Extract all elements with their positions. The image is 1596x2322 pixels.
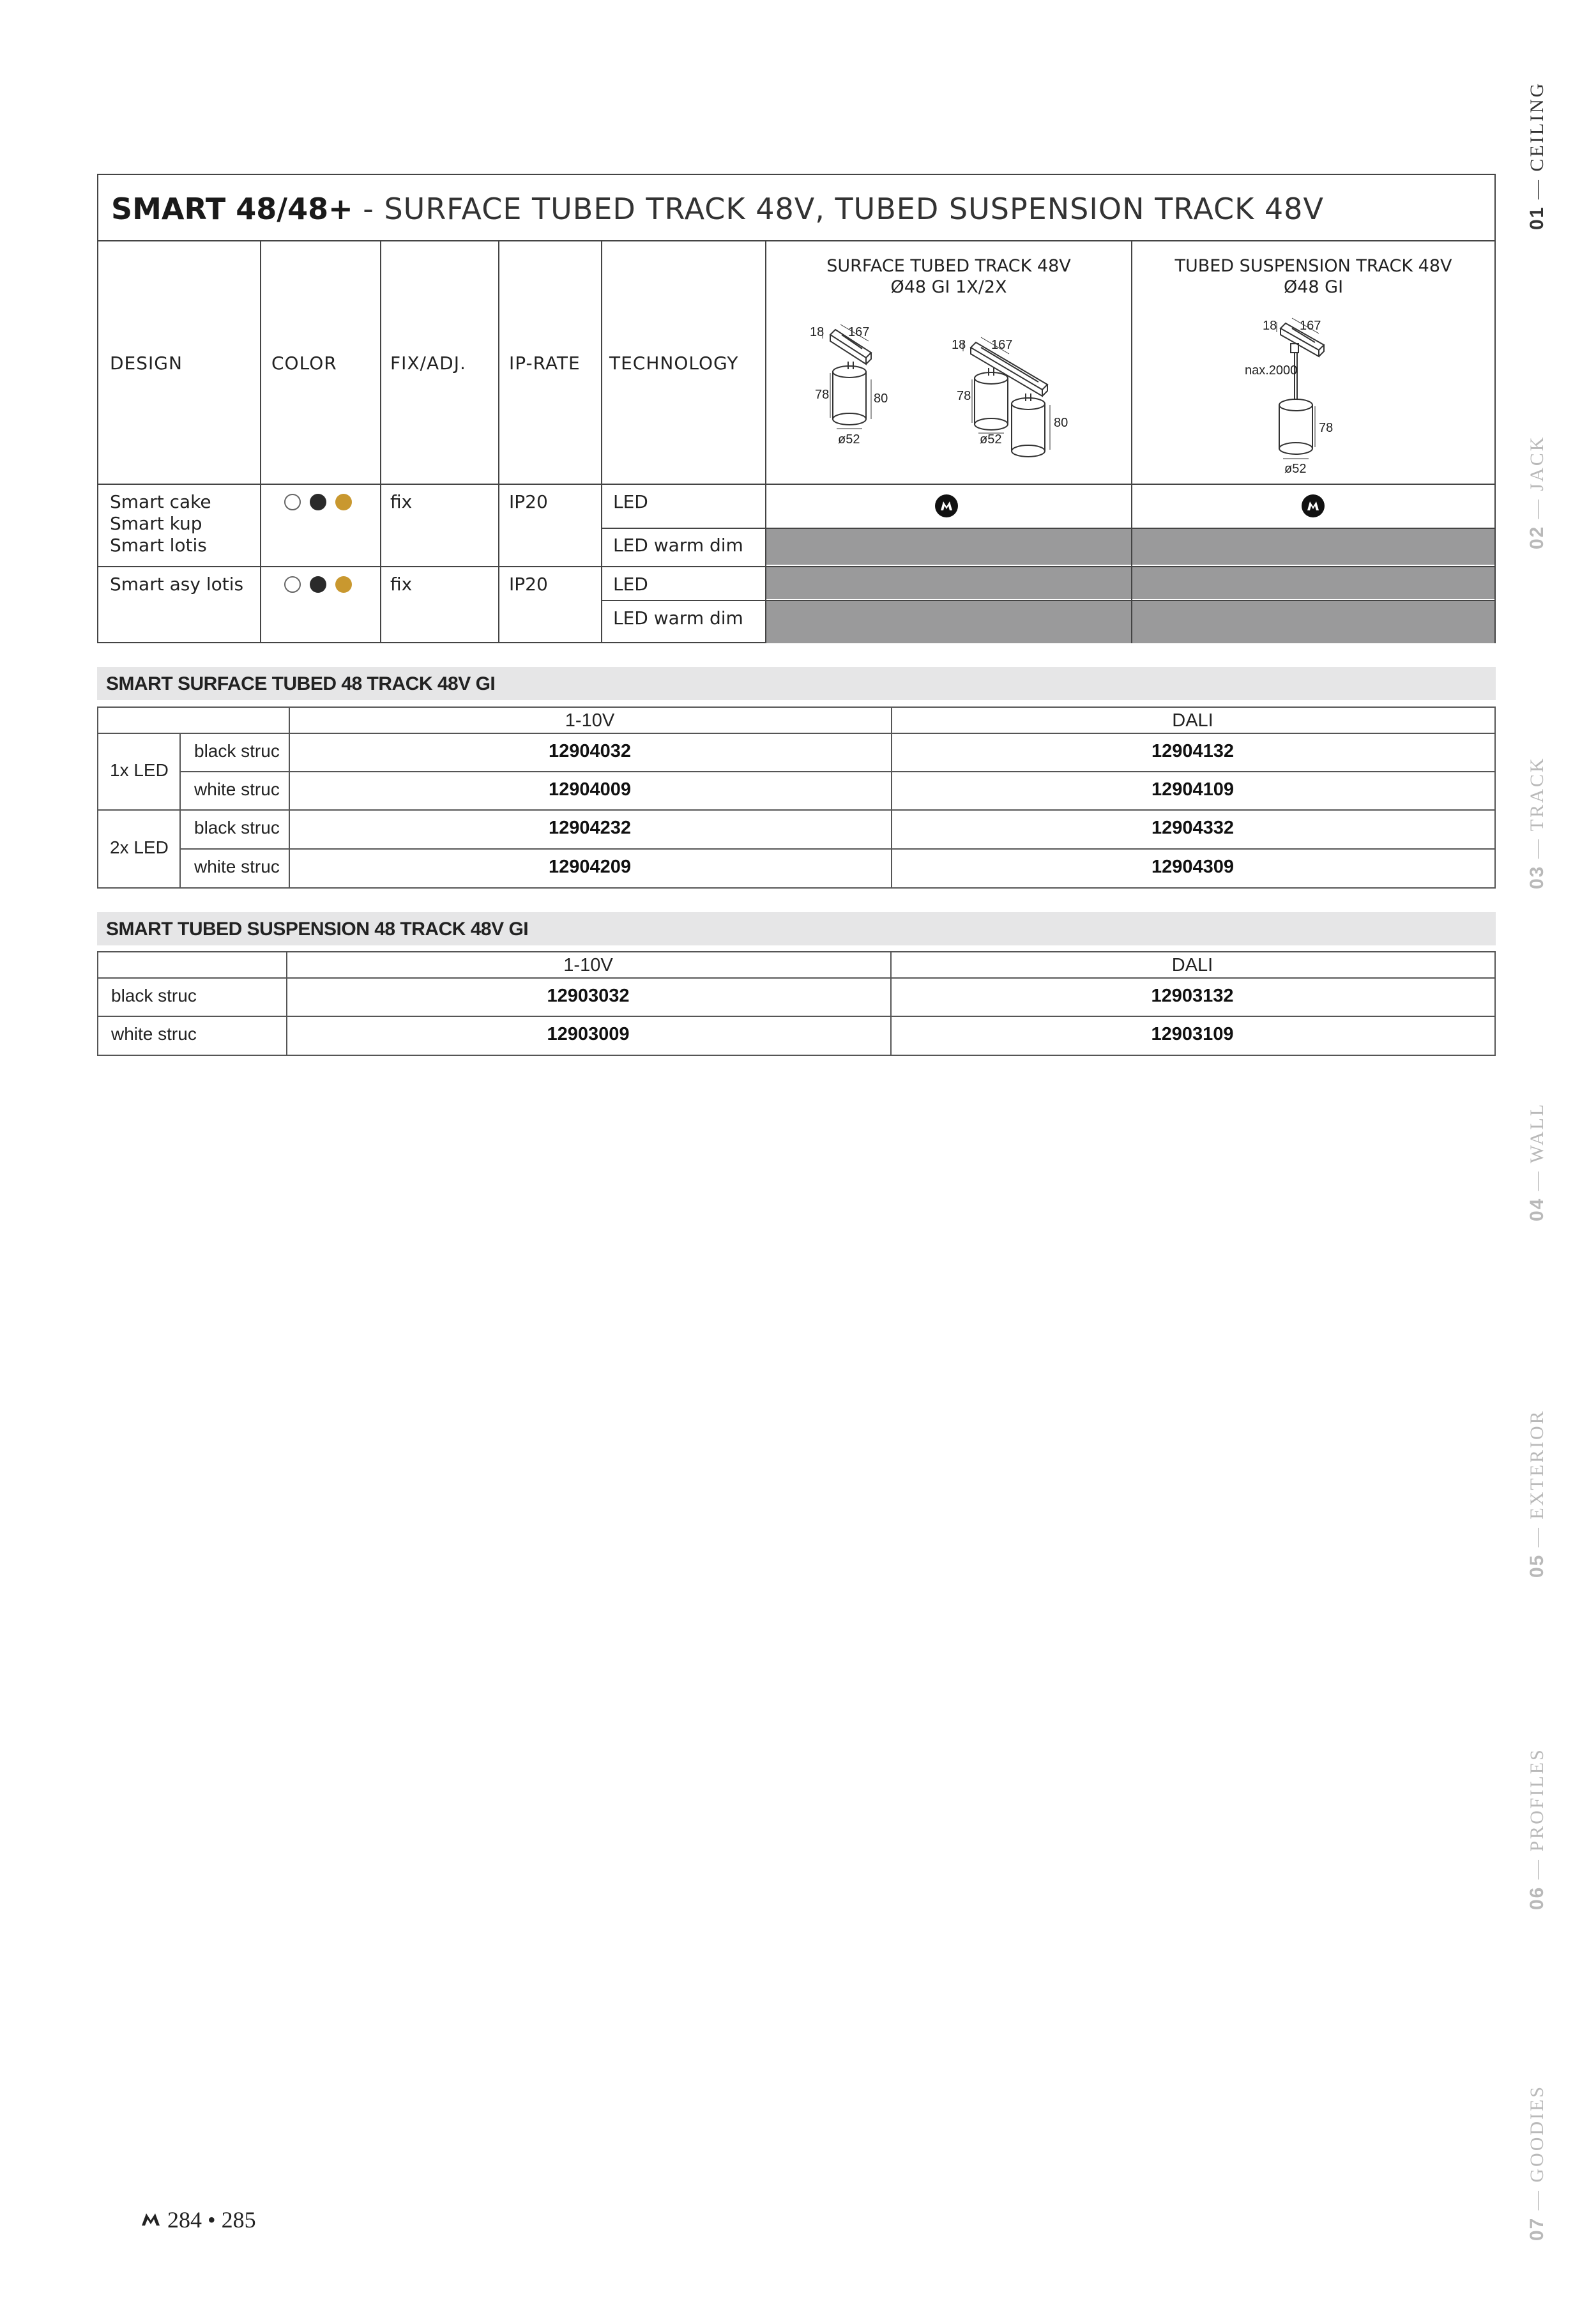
code-12903132: 12903132 xyxy=(1151,986,1234,1006)
code-12904109: 12904109 xyxy=(1151,779,1235,800)
col-suspension-line1: TUBED SUSPENSION TRACK 48V xyxy=(1174,256,1452,276)
d2-52: ø52 xyxy=(980,432,1002,447)
surface-table-title-text: SMART SURFACE TUBED 48 TRACK 48V GI xyxy=(106,673,496,694)
row2-ip: IP20 xyxy=(509,574,548,595)
side-tab-label: — PROFILES xyxy=(1526,1748,1547,1886)
suspension-table-title xyxy=(97,912,1496,945)
brand-logo-icon xyxy=(141,2211,161,2227)
surface-drawings xyxy=(766,316,1130,482)
surface-col-1-10v: 1-10V xyxy=(565,710,615,731)
surface-col-dali: DALI xyxy=(1172,710,1213,731)
color-black-dot xyxy=(310,576,326,593)
side-tab-num: 05 xyxy=(1526,1554,1547,1578)
spec-title-bar xyxy=(98,175,1494,241)
row1-fix: fix xyxy=(390,491,413,512)
d3-78: 78 xyxy=(1319,421,1334,435)
side-tab-label: — WALL xyxy=(1526,1102,1547,1198)
color-gold-dot xyxy=(335,576,352,593)
side-tab-exterior[interactable] xyxy=(1526,1409,1548,1578)
unavailable-cell xyxy=(766,567,1131,599)
d2-78: 78 xyxy=(957,389,971,403)
group-2x-led: 2x LED xyxy=(110,837,169,857)
finish-white: white struc xyxy=(194,779,280,799)
code-12904332: 12904332 xyxy=(1151,818,1235,838)
d3-167: 167 xyxy=(1300,319,1321,333)
col-surface-line2: Ø48 GI 1X/2X xyxy=(890,277,1007,297)
code-12904209: 12904209 xyxy=(548,857,632,877)
suspension-drawing xyxy=(1132,310,1494,483)
color-white-dot xyxy=(284,576,301,593)
finish-white: white struc xyxy=(194,857,280,876)
group-1x-led: 1x LED xyxy=(110,760,169,780)
side-tab-num: 03 xyxy=(1526,865,1547,889)
finish-black: black struc xyxy=(194,741,280,761)
row2-tech-warm-dim: LED warm dim xyxy=(613,607,743,629)
spec-table xyxy=(97,174,1496,643)
side-tab-wall[interactable] xyxy=(1526,1103,1548,1221)
surface-table-title xyxy=(97,667,1496,700)
col-fix: FIX/ADJ. xyxy=(390,353,466,374)
page-numbers: 284 • 285 xyxy=(167,2207,256,2233)
row1-tech-warm-dim: LED warm dim xyxy=(613,535,743,556)
side-tab-label: — TRACK xyxy=(1526,756,1547,866)
d3-2000: nax.2000 xyxy=(1245,363,1298,378)
side-tab-label: — GOODIES xyxy=(1526,2084,1547,2217)
color-white-dot xyxy=(284,494,301,510)
suspension-order-table xyxy=(97,951,1496,1056)
suspension-col-dali: DALI xyxy=(1171,955,1213,975)
side-tab-num: 07 xyxy=(1526,2217,1547,2241)
row1-ip: IP20 xyxy=(509,491,548,512)
suspension-col-1-10v: 1-10V xyxy=(563,955,613,975)
d3-18: 18 xyxy=(1263,319,1277,333)
finish-white: white struc xyxy=(111,1024,197,1044)
row2-fix: fix xyxy=(390,574,413,595)
col-technology: TECHNOLOGY xyxy=(609,353,739,374)
code-12904032: 12904032 xyxy=(548,741,632,761)
side-tab-profiles[interactable] xyxy=(1526,1748,1548,1910)
row1-tech-led: LED xyxy=(613,491,648,512)
title-bold: SMART 48/48+ xyxy=(111,192,353,226)
available-icon xyxy=(935,494,958,517)
row2-design: Smart asy lotis xyxy=(110,574,244,595)
side-tab-num: 04 xyxy=(1526,1197,1547,1221)
color-black-dot xyxy=(310,494,326,510)
design-smart-kup: Smart kup xyxy=(110,513,202,534)
unavailable-cell xyxy=(1132,529,1494,565)
col-surface xyxy=(766,256,1131,298)
d1-78: 78 xyxy=(815,388,830,402)
col-surface-line1: SURFACE TUBED TRACK 48V xyxy=(826,256,1071,276)
col-design: DESIGN xyxy=(110,353,183,374)
finish-black: black struc xyxy=(194,818,280,837)
d3-52: ø52 xyxy=(1284,462,1307,476)
col-suspension xyxy=(1132,256,1494,298)
col-suspension-line2: Ø48 GI xyxy=(1283,277,1344,297)
unavailable-cell xyxy=(1132,601,1494,643)
surface-order-table xyxy=(97,707,1496,889)
d1-18: 18 xyxy=(810,325,825,339)
d1-167: 167 xyxy=(848,325,870,339)
row2-tech-led: LED xyxy=(613,574,648,595)
unavailable-cell xyxy=(766,601,1131,643)
surface-1x-drawing xyxy=(830,330,871,429)
unavailable-cell xyxy=(766,529,1131,565)
row1-design xyxy=(110,491,211,556)
code-12904232: 12904232 xyxy=(548,818,632,838)
side-tab-track[interactable] xyxy=(1526,756,1548,889)
side-tab-label: — JACK xyxy=(1526,435,1547,526)
code-12904009: 12904009 xyxy=(548,779,632,800)
d2-167: 167 xyxy=(991,338,1013,352)
d1-52: ø52 xyxy=(838,432,860,447)
title-rest: - SURFACE TUBED TRACK 48V, TUBED SUSPENSION TRACK 48V xyxy=(353,192,1324,226)
suspension-table-title-text: SMART TUBED SUSPENSION 48 TRACK 48V GI xyxy=(106,919,529,940)
side-tab-ceiling[interactable] xyxy=(1526,82,1548,230)
col-ip: IP-RATE xyxy=(509,353,581,374)
side-tab-goodies[interactable] xyxy=(1526,2085,1548,2241)
side-tab-num: 02 xyxy=(1526,525,1547,549)
side-tab-label: — CEILING xyxy=(1526,81,1547,206)
code-12904309: 12904309 xyxy=(1151,857,1235,877)
available-icon xyxy=(1302,494,1325,517)
side-tab-label: — EXTERIOR xyxy=(1526,1409,1547,1554)
side-tab-num: 01 xyxy=(1526,206,1547,230)
col-color: COLOR xyxy=(271,353,337,374)
side-tab-num: 06 xyxy=(1526,1886,1547,1910)
color-gold-dot xyxy=(335,494,352,510)
finish-black: black struc xyxy=(111,986,197,1005)
d1-80: 80 xyxy=(874,392,888,406)
d2-18: 18 xyxy=(952,338,966,352)
side-tab-jack[interactable] xyxy=(1526,436,1548,549)
d2-80: 80 xyxy=(1054,416,1068,430)
code-12903009: 12903009 xyxy=(547,1024,630,1044)
code-12903032: 12903032 xyxy=(547,986,630,1006)
code-12904132: 12904132 xyxy=(1151,741,1235,761)
design-smart-lotis: Smart lotis xyxy=(110,535,207,556)
code-12903109: 12903109 xyxy=(1151,1024,1234,1044)
design-smart-cake: Smart cake xyxy=(110,491,211,512)
unavailable-cell xyxy=(1132,567,1494,599)
